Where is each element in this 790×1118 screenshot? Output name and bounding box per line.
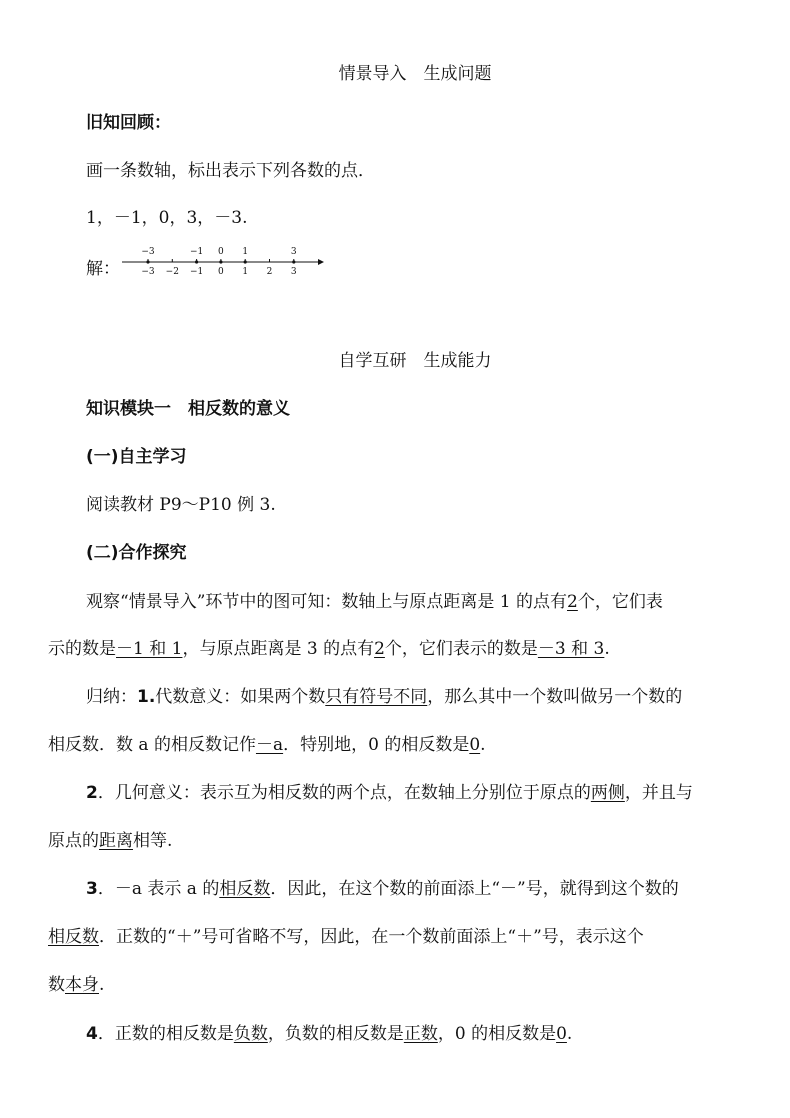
number-point <box>244 260 247 263</box>
paragraph-opposites-summary: 4．正数的相反数是负数，负数的相反数是正数，0 的相反数是0. <box>86 1024 573 1044</box>
paragraph-notation-line1: 3．－a 表示 a 的相反数．因此，在这个数的前面添上“－”号，就得到这个数的 <box>86 879 679 899</box>
tick-label: −3 <box>141 267 155 277</box>
paragraph-geometric-line1: 2．几何意义：表示互为相反数的两个点，在数轴上分别位于原点的两侧，并且与 <box>86 783 693 803</box>
answer-blank: 本身 <box>65 975 99 995</box>
answer-blank: －1 和 1 <box>116 639 183 659</box>
answer-blank: －3 和 3 <box>537 639 605 659</box>
tick-label: −2 <box>165 267 179 277</box>
section-title-intro: 情景导入 生成问题 <box>338 64 492 84</box>
paragraph-algebraic-line1: 归纳：1.代数意义：如果两个数只有符号不同，那么其中一个数叫做另一个数的 <box>86 687 683 707</box>
tick-label: 3 <box>290 267 297 277</box>
answer-blank: －a <box>255 735 284 755</box>
self-study-heading: (一)自主学习 <box>86 447 187 467</box>
answer-blank: 相反数 <box>48 927 99 947</box>
answer-blank: 2 <box>567 592 578 612</box>
tick-label: 2 <box>266 267 273 277</box>
answer-blank: 相反数 <box>219 879 271 899</box>
tick-label: 1 <box>242 267 249 277</box>
number-point <box>219 260 222 263</box>
paragraph-geometric-line2: 原点的距离相等. <box>48 831 173 851</box>
paragraph-algebraic-line2: 相反数．数 a 的相反数记作－a．特别地，0 的相反数是0. <box>48 735 486 755</box>
module-title: 知识模块一 相反数的意义 <box>86 399 290 419</box>
self-study-text: 阅读教材 P9～P10 例 3. <box>86 495 276 515</box>
answer-blank: 两侧 <box>590 783 625 803</box>
review-heading: 旧知回顾： <box>86 113 171 133</box>
paragraph-observe-line1: 观察“情景导入”环节中的图可知：数轴上与原点距离是 1 的点有2个，它们表 <box>86 592 663 612</box>
answer-label: 解： <box>86 259 120 279</box>
number-point <box>146 260 149 263</box>
axis-arrow-icon <box>318 259 324 265</box>
point-label: 3 <box>290 247 297 257</box>
answer-blank: 0 <box>556 1024 567 1044</box>
paragraph-notation-line2: 相反数．正数的“＋”号可省略不写，因此，在一个数前面添上“＋”号，表示这个 <box>48 927 644 947</box>
paragraph-observe-line2: 示的数是－1 和 1，与原点距离是 3 的点有2个，它们表示的数是－3 和 3. <box>48 639 610 659</box>
answer-blank: 只有符号不同 <box>325 687 428 707</box>
point-label: 1 <box>242 247 249 257</box>
point-label: −1 <box>189 247 204 257</box>
number-point <box>292 260 295 263</box>
review-numbers: 1，－1，0，3，－3. <box>86 208 248 228</box>
review-task: 画一条数轴，标出表示下列各数的点． <box>86 161 375 181</box>
tick-label: −1 <box>189 267 204 277</box>
section-title-self-study: 自学互研 生成能力 <box>338 351 492 371</box>
answer-blank: 0 <box>469 735 481 755</box>
answer-blank: 正数 <box>403 1024 438 1044</box>
number-line-figure <box>122 240 332 280</box>
answer-blank: 2 <box>374 639 385 659</box>
number-point <box>195 260 198 263</box>
answer-blank: 距离 <box>99 831 133 851</box>
number-line-svg <box>122 240 332 280</box>
coop-heading: (二)合作探究 <box>86 543 187 563</box>
point-label: 0 <box>218 247 224 257</box>
tick-label: 0 <box>218 267 224 277</box>
point-label: −3 <box>141 247 155 257</box>
paragraph-notation-line3: 数本身. <box>48 975 105 995</box>
answer-blank: 负数 <box>233 1024 268 1044</box>
